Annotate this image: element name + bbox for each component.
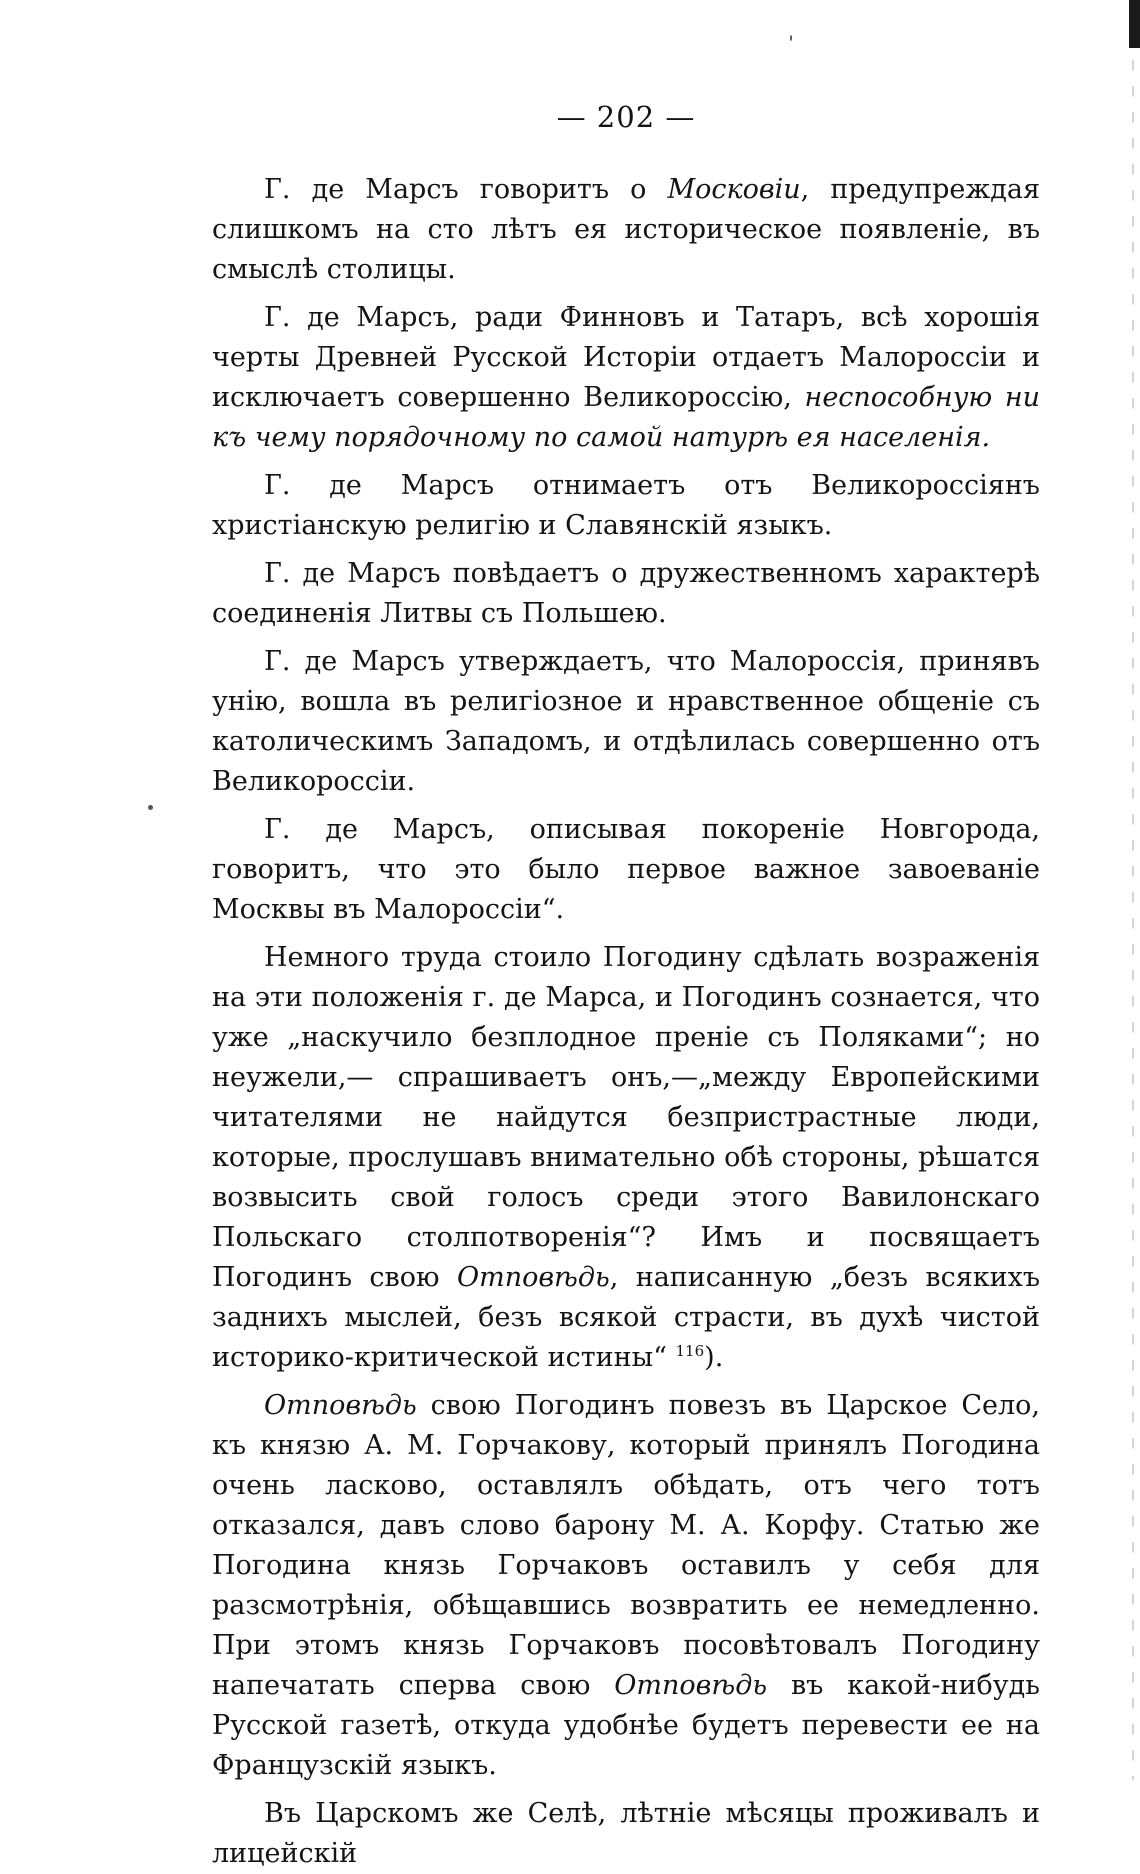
paragraph (212, 170, 1040, 290)
page-number: — 202 — (556, 100, 696, 134)
paragraph (212, 466, 1040, 546)
text-segment: Г. де Марсъ говоритъ о (264, 174, 668, 205)
text-segment: свою Погодинъ повезъ въ Царское Село, къ князю А. М. Горчакову, который принялъ Погодина очень ласково, оставлялъ обѣдать, отъ чего тотъ отказался, давъ слово барону М. А. Корфу. Статью же Погодина князь Горчаковъ оставилъ у себя для разсмотрѣнія, обѣщавшись возвратить ее немедленно. При этомъ князь Горчаковъ посовѣтовалъ Погодину напечатать сперва свою (212, 1390, 1040, 1701)
scan-edge-mark (1129, 0, 1140, 48)
page-body (212, 100, 1040, 1874)
text-segment: Г. де Марсъ, описывая покореніе Новгорода, говоритъ, что это было первое важное завоеваніе Москвы въ Малороссіи“. (212, 814, 1040, 925)
paragraph (212, 1794, 1040, 1874)
italic-text-segment: Московіи (667, 174, 801, 205)
paragraph (212, 1386, 1040, 1786)
scan-edge-line (1132, 60, 1134, 1780)
paragraph (212, 810, 1040, 930)
text-segment: , предупреждая слишкомъ на сто лѣтъ ея историческое появленіе, въ смыслѣ столицы. (212, 174, 1040, 285)
scan-speck (790, 35, 792, 41)
paragraph (212, 642, 1040, 802)
text-segment: Г. де Марсъ, ради Финновъ и Татаръ, всѣ хорошія черты Древней Русской Исторіи отдаетъ Малороссіи и исключаетъ совершенно Великороссію, (212, 302, 1040, 413)
italic-text-segment: Отповѣдь (456, 1262, 610, 1293)
paragraph (212, 938, 1040, 1378)
text-segment: Г. де Марсъ повѣдаетъ о дружественномъ характерѣ соединенія Литвы съ Польшею. (212, 558, 1040, 629)
text-body (212, 170, 1040, 1874)
text-segment: Немного труда стоило Погодину сдѣлать возраженія на эти положенія г. де Марса, и Погодинъ сознается, что уже „наскучило безплодное преніе съ Поляками“; но неужели,— спрашиваетъ онъ,—„между Европейскими читателями не найдутся безпристрастные люди, которые, прослушавъ внимательно обѣ стороны, рѣшатся возвысить свой голосъ среди этого Вавилонскаго Польскаго столпотворенія“? Имъ и посвящаетъ Погодинъ свою (212, 942, 1040, 1293)
text-segment: , написанную „безъ всякихъ заднихъ мыслей, безъ всякой страсти, въ духѣ чистой историко-критической истины“ (212, 1262, 1041, 1373)
text-segment: ). (704, 1342, 724, 1373)
text-segment: Въ Царскомъ же Селѣ, лѣтніе мѣсяцы проживалъ и лицейскій (212, 1798, 1040, 1869)
italic-text-segment: неспособную ни къ чему порядочному по самой натурѣ ея населенія. (212, 382, 1040, 453)
text-segment: въ какой-нибудь Русской газетѣ, откуда удобнѣе будетъ перевести ее на Французскій языкъ. (212, 1670, 1040, 1781)
italic-text-segment: Отповѣдь (614, 1670, 768, 1701)
italic-text-segment: Отповѣдь (264, 1390, 417, 1421)
paragraph (212, 554, 1040, 634)
paragraph (212, 298, 1040, 458)
footnote-reference: 116 (675, 1342, 705, 1360)
text-segment: Г. де Марсъ отнимаетъ отъ Великороссіянъ христіанскую религію и Славянскій языкъ. (212, 470, 1040, 541)
scan-speck (148, 805, 153, 810)
text-segment: Г. де Марсъ утверждаетъ, что Малороссія, принявъ унію, вошла въ религіозное и нравственное общеніе съ католическимъ Западомъ, и отдѣлилась совершенно отъ Великороссіи. (212, 646, 1040, 797)
